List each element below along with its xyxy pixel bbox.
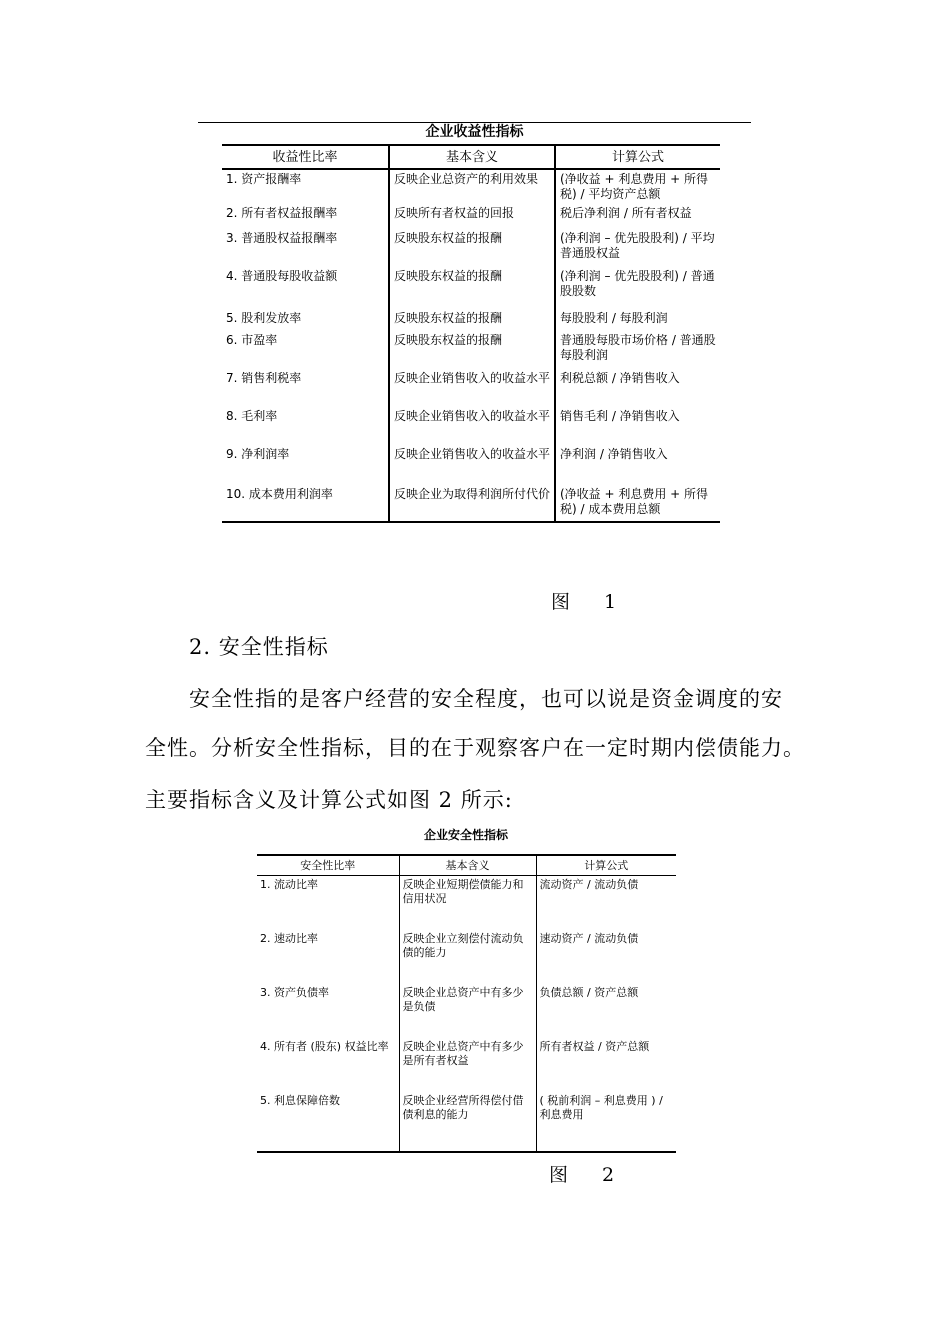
- table1-cell-formula: (净收益 + 利息费用 + 所得税) / 平均资产总额: [555, 169, 720, 204]
- table-row: [222, 204, 720, 229]
- table2-cell-ratio: 4. 所有者 (股东) 权益比率: [260, 1040, 389, 1053]
- table1-header-row: [222, 145, 720, 169]
- table1-cell-meaning: 反映企业销售收入的收益水平: [389, 369, 555, 407]
- table1-cell-formula: 每股股利 / 每股利润: [555, 309, 720, 331]
- table1-cell-meaning: 反映企业总资产的利用效果: [389, 169, 555, 204]
- table2-cell-ratio: 2. 速动比率: [260, 932, 318, 945]
- table-row: [257, 876, 676, 931]
- table1-title: 企业收益性指标: [425, 124, 524, 140]
- table2-cell-meaning: 反映企业短期偿债能力和信用状况: [399, 876, 536, 931]
- table2-cell-formula: 所有者权益 / 资产总额: [536, 1038, 676, 1092]
- table1-cell-meaning: 反映股东权益的报酬: [389, 309, 555, 331]
- table-row: [222, 169, 720, 204]
- paragraph-line: 安全性指的是客户经营的安全程度，也可以说是资金调度的安: [189, 687, 783, 711]
- table1-cell-ratio: 2. 所有者权益报酬率: [226, 206, 338, 220]
- table1-header-formula: 计算公式: [555, 145, 720, 169]
- table2-cell-formula: 速动资产 / 流动负债: [536, 930, 676, 984]
- table1-cell-formula: 净利润 / 净销售收入: [555, 445, 720, 485]
- table-row: [222, 267, 720, 309]
- table2-header-ratio: 安全性比率: [257, 855, 399, 876]
- paragraph-line: 主要指标含义及计算公式如图 2 所示:: [145, 788, 513, 812]
- table1-cell-meaning: 反映企业销售收入的收益水平: [389, 407, 555, 445]
- table-row: [222, 229, 720, 267]
- table-row: [222, 485, 720, 522]
- table-row: [257, 1038, 676, 1092]
- table1-cell-ratio: 3. 普通股权益报酬率: [226, 231, 338, 245]
- table2-title: 企业安全性指标: [423, 828, 508, 842]
- table1-cell-ratio: 5. 股利发放率: [226, 311, 302, 325]
- table1-cell-formula: 税后净利润 / 所有者权益: [555, 204, 720, 229]
- table2-header-meaning: 基本含义: [399, 855, 536, 876]
- table2-cell-formula: ( 税前利润 – 利息费用 ) / 利息费用: [536, 1092, 676, 1152]
- table1-header-ratio: 收益性比率: [222, 145, 389, 169]
- table-row: [222, 407, 720, 445]
- paragraph-line: 全性。分析安全性指标，目的在于观察客户在一定时期内偿债能力。: [145, 736, 805, 760]
- table1-cell-ratio: 9. 净利润率: [226, 447, 290, 461]
- table1-cell-meaning: 反映股东权益的报酬: [389, 229, 555, 267]
- table1-cell-ratio: 1. 资产报酬率: [226, 172, 302, 186]
- table2-header-row: [257, 855, 676, 876]
- table2-cell-meaning: 反映企业总资产中有多少是负债: [399, 984, 536, 1038]
- table1-cell-meaning: 反映股东权益的报酬: [389, 331, 555, 369]
- table1-cell-formula: 普通股每股市场价格 / 普通股每股利润: [555, 331, 720, 369]
- table-row: [222, 369, 720, 407]
- table2-cell-ratio: 1. 流动比率: [260, 878, 318, 891]
- table1-cell-formula: (净利润 – 优先股股利) / 平均普通股权益: [555, 229, 720, 267]
- table1-cell-meaning: 反映所有者权益的回报: [389, 204, 555, 229]
- table1-cell-formula: (净利润 – 优先股股利) / 普通股股数: [555, 267, 720, 309]
- table2-cell-meaning: 反映企业总资产中有多少是所有者权益: [399, 1038, 536, 1092]
- table1-cell-formula: 利税总额 / 净销售收入: [555, 369, 720, 407]
- section-heading: 2. 安全性指标: [189, 635, 329, 659]
- table-row: [222, 309, 720, 331]
- table-row: [222, 445, 720, 485]
- table1-cell-ratio: 6. 市盈率: [226, 333, 278, 347]
- table1-cell-ratio: 7. 销售利税率: [226, 371, 302, 385]
- table-row: [222, 331, 720, 369]
- table1-cell-meaning: 反映股东权益的报酬: [389, 267, 555, 309]
- figure1-caption: 图 1: [551, 591, 631, 613]
- table2-header-formula: 计算公式: [536, 855, 676, 876]
- figure2-caption: 图 2: [549, 1164, 629, 1186]
- table1-cell-formula: 销售毛利 / 净销售收入: [555, 407, 720, 445]
- table1-profitability-indicators: [222, 144, 720, 523]
- table-row: [257, 930, 676, 984]
- table2-cell-formula: 负债总额 / 资产总额: [536, 984, 676, 1038]
- table1-cell-formula: (净收益 + 利息费用 + 所得税) / 成本费用总额: [555, 485, 720, 522]
- table1-cell-meaning: 反映企业为取得利润所付代价: [389, 485, 555, 522]
- table-row: [257, 984, 676, 1038]
- table2-cell-ratio: 5. 利息保障倍数: [257, 1092, 399, 1152]
- table1-cell-ratio: 8. 毛利率: [226, 409, 278, 423]
- table-row: [257, 1092, 676, 1152]
- table1-cell-ratio: 10. 成本费用利润率: [222, 485, 389, 522]
- table1-cell-ratio: 4. 普通股每股收益额: [226, 269, 338, 283]
- table2-safety-indicators: [257, 854, 676, 1153]
- table2-cell-formula: 流动资产 / 流动负债: [536, 876, 676, 931]
- table1-header-meaning: 基本含义: [389, 145, 555, 169]
- table2-cell-meaning: 反映企业立刻偿付流动负债的能力: [399, 930, 536, 984]
- table1-cell-meaning: 反映企业销售收入的收益水平: [389, 445, 555, 485]
- table2-cell-meaning: 反映企业经营所得偿付借债利息的能力: [399, 1092, 536, 1152]
- table2-cell-ratio: 3. 资产负债率: [260, 986, 329, 999]
